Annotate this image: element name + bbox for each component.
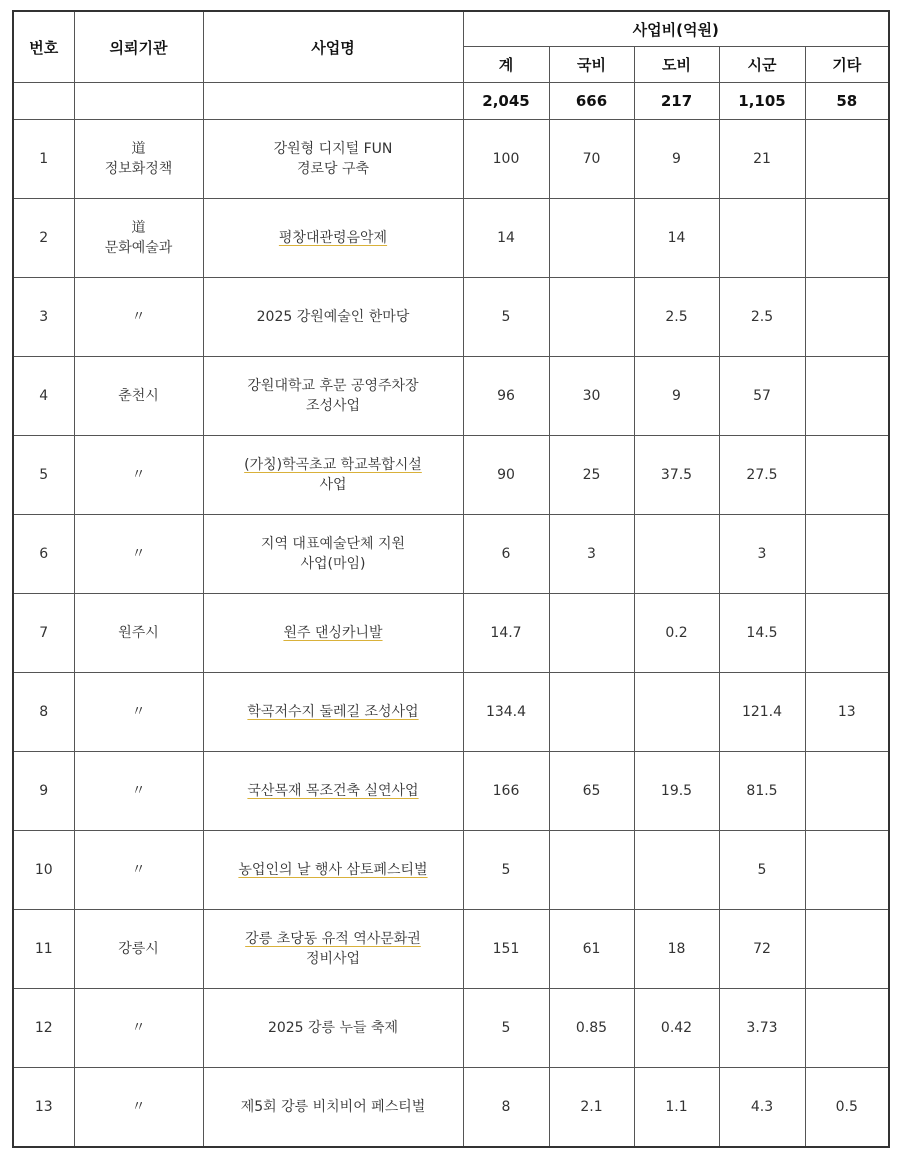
row-total-value: 8 <box>501 1099 511 1115</box>
row-total-value: 14.7 <box>490 625 522 641</box>
row-agency <box>74 357 203 436</box>
row-province-value: 18 <box>667 941 686 957</box>
row-total <box>463 278 549 357</box>
row-city-value: 81.5 <box>746 783 778 799</box>
totals-province: 217 <box>634 83 719 120</box>
row-city <box>719 278 805 357</box>
row-no-text: 12 <box>34 1020 53 1036</box>
row-agency-line1: 〃 <box>131 704 146 720</box>
row-city-value: 57 <box>753 388 771 404</box>
row-no-text: 2 <box>39 230 49 246</box>
row-national <box>549 989 634 1068</box>
row-project-line1: 농업인의 날 행사 삼토페스티벌 <box>238 862 428 878</box>
row-no-text: 13 <box>34 1099 53 1115</box>
row-city <box>719 120 805 199</box>
budget-table <box>12 10 890 1148</box>
row-city-value: 3 <box>757 546 767 562</box>
table-row <box>13 1068 889 1148</box>
row-other <box>805 910 889 989</box>
row-city-value: 2.5 <box>750 309 774 325</box>
row-project-line1: 강원형 디지털 FUN <box>273 141 393 157</box>
row-total <box>463 199 549 278</box>
row-other <box>805 1068 889 1148</box>
table-row <box>13 831 889 910</box>
table-row <box>13 357 889 436</box>
row-project-line2: 정비사업 <box>305 951 361 967</box>
row-agency-line1: 〃 <box>131 783 146 799</box>
row-city-value: 72 <box>753 941 771 957</box>
row-total <box>463 989 549 1068</box>
row-total-value: 134.4 <box>485 704 527 720</box>
header-national: 국비 <box>549 47 634 83</box>
row-no-text: 10 <box>34 862 53 878</box>
row-total-value: 96 <box>497 388 515 404</box>
row-national <box>549 515 634 594</box>
row-national-value: 25 <box>582 467 601 483</box>
row-national-value: 3 <box>587 546 596 562</box>
row-national <box>549 199 634 278</box>
row-project <box>203 515 463 594</box>
row-province <box>634 120 719 199</box>
row-national <box>549 910 634 989</box>
row-other <box>805 278 889 357</box>
row-province-value: 0.42 <box>660 1020 693 1036</box>
row-agency-line1: 〃 <box>131 1099 146 1115</box>
row-total <box>463 752 549 831</box>
row-national-value: 70 <box>582 151 601 167</box>
row-city <box>719 752 805 831</box>
header-agency: 의뢰기관 <box>74 11 203 83</box>
table-row <box>13 752 889 831</box>
row-national <box>549 278 634 357</box>
header-province: 도비 <box>634 47 719 83</box>
row-no <box>13 120 74 199</box>
table-row <box>13 199 889 278</box>
row-total <box>463 1068 549 1148</box>
row-national <box>549 1068 634 1148</box>
row-project-line1: 지역 대표예술단체 지원 <box>260 536 406 552</box>
row-national-value: 61 <box>582 941 601 957</box>
header-city: 시군 <box>719 47 805 83</box>
row-no <box>13 199 74 278</box>
totals-row <box>13 83 889 120</box>
row-other-value: 0.5 <box>835 1099 858 1115</box>
row-project <box>203 357 463 436</box>
row-city-value: 3.73 <box>746 1020 778 1036</box>
table-row <box>13 594 889 673</box>
row-total <box>463 594 549 673</box>
row-project <box>203 199 463 278</box>
row-no <box>13 673 74 752</box>
row-no <box>13 436 74 515</box>
row-city-value: 14.5 <box>746 625 778 641</box>
row-province <box>634 594 719 673</box>
row-other <box>805 120 889 199</box>
table-row <box>13 436 889 515</box>
row-city-value: 4.3 <box>750 1099 774 1115</box>
totals-agency <box>74 83 203 120</box>
header-project: 사업명 <box>203 11 463 83</box>
row-agency-line1: 원주시 <box>118 625 159 641</box>
row-province <box>634 910 719 989</box>
row-project-line1: (가칭)학곡초교 학교복합시설 <box>244 457 422 473</box>
row-city <box>719 357 805 436</box>
row-province-value: 19.5 <box>660 783 693 799</box>
row-project-line1: 국산목재 목조건축 실연사업 <box>247 783 419 799</box>
row-agency-line1: 〃 <box>131 546 146 562</box>
row-agency-line1: 〃 <box>131 467 146 483</box>
totals-city: 1,105 <box>719 83 805 120</box>
row-city <box>719 1068 805 1148</box>
row-province <box>634 515 719 594</box>
row-project-line2: 사업(마임) <box>300 556 366 572</box>
row-agency-line2: 정보화정책 <box>104 161 173 177</box>
row-other <box>805 831 889 910</box>
row-agency <box>74 752 203 831</box>
row-project-line1: 제5회 강릉 비치비어 페스티벌 <box>240 1099 426 1115</box>
row-project-line1: 강릉 초당동 유적 역사문화권 <box>245 931 421 947</box>
row-project <box>203 120 463 199</box>
row-province <box>634 357 719 436</box>
row-agency <box>74 515 203 594</box>
row-province <box>634 752 719 831</box>
row-total-value: 14 <box>497 230 515 246</box>
row-no <box>13 515 74 594</box>
totals-national: 666 <box>549 83 634 120</box>
row-national <box>549 436 634 515</box>
row-province-value: 9 <box>672 388 681 404</box>
table-row <box>13 673 889 752</box>
row-province-value: 2.5 <box>665 309 688 325</box>
row-other <box>805 594 889 673</box>
row-project-line2: 조성사업 <box>305 398 361 414</box>
row-city <box>719 673 805 752</box>
row-city-value: 121.4 <box>741 704 783 720</box>
totals-total: 2,045 <box>463 83 549 120</box>
row-total <box>463 673 549 752</box>
row-project-line1: 원주 댄싱카니발 <box>283 625 383 641</box>
row-city <box>719 515 805 594</box>
row-national-value: 65 <box>582 783 601 799</box>
row-project-line1: 평창대관령음악제 <box>278 230 388 246</box>
row-total-value: 5 <box>501 309 511 325</box>
row-no <box>13 989 74 1068</box>
row-project-line1: 학곡저수지 둘레길 조성사업 <box>247 704 419 720</box>
row-other <box>805 515 889 594</box>
row-city <box>719 199 805 278</box>
totals-project <box>203 83 463 120</box>
row-agency-line1: 〃 <box>131 1020 146 1036</box>
row-national <box>549 594 634 673</box>
totals-no <box>13 83 74 120</box>
row-total <box>463 436 549 515</box>
row-total <box>463 357 549 436</box>
row-province <box>634 989 719 1068</box>
row-national <box>549 673 634 752</box>
row-agency <box>74 199 203 278</box>
row-other-value: 13 <box>837 704 856 720</box>
row-other <box>805 673 889 752</box>
row-agency-line1: 道 <box>131 220 146 236</box>
header-budget-group: 사업비(억원) <box>463 11 889 47</box>
row-project-line2: 경로당 구축 <box>296 161 370 177</box>
row-province <box>634 831 719 910</box>
row-no <box>13 594 74 673</box>
row-agency <box>74 594 203 673</box>
row-no-text: 4 <box>39 388 49 404</box>
row-no-text: 1 <box>39 151 49 167</box>
row-agency <box>74 989 203 1068</box>
table-row <box>13 989 889 1068</box>
row-city <box>719 989 805 1068</box>
totals-other: 58 <box>805 83 889 120</box>
row-no-text: 6 <box>39 546 49 562</box>
row-province <box>634 199 719 278</box>
row-project <box>203 989 463 1068</box>
row-agency <box>74 831 203 910</box>
row-project <box>203 278 463 357</box>
row-no <box>13 357 74 436</box>
row-city-value: 5 <box>757 862 767 878</box>
row-agency-line2: 문화예술과 <box>104 240 173 256</box>
row-no-text: 3 <box>39 309 49 325</box>
table-row <box>13 515 889 594</box>
row-national-value: 2.1 <box>580 1099 603 1115</box>
row-city <box>719 594 805 673</box>
row-total-value: 151 <box>492 941 520 957</box>
row-no <box>13 278 74 357</box>
row-city <box>719 910 805 989</box>
row-total-value: 90 <box>497 467 515 483</box>
row-national-value: 0.85 <box>575 1020 608 1036</box>
row-national <box>549 752 634 831</box>
row-agency-line1: 〃 <box>131 862 146 878</box>
row-other <box>805 357 889 436</box>
row-no-text: 11 <box>34 941 53 957</box>
row-province <box>634 1068 719 1148</box>
row-national <box>549 120 634 199</box>
row-project-line1: 2025 강원예술인 한마당 <box>256 309 410 325</box>
row-no <box>13 831 74 910</box>
row-no-text: 7 <box>39 625 49 641</box>
row-province-value: 9 <box>672 151 681 167</box>
row-city <box>719 436 805 515</box>
row-agency-line1: 〃 <box>131 309 146 325</box>
header-total: 계 <box>463 47 549 83</box>
row-total-value: 5 <box>501 862 511 878</box>
row-other <box>805 436 889 515</box>
row-project <box>203 1068 463 1148</box>
row-city <box>719 831 805 910</box>
row-national-value: 30 <box>582 388 601 404</box>
row-province-value: 37.5 <box>660 467 693 483</box>
row-project <box>203 752 463 831</box>
table-row <box>13 120 889 199</box>
row-project <box>203 831 463 910</box>
row-province <box>634 436 719 515</box>
row-other <box>805 752 889 831</box>
row-province-value: 14 <box>667 230 686 246</box>
row-agency-line1: 道 <box>131 141 146 157</box>
row-agency-line1: 강릉시 <box>118 941 159 957</box>
header-no: 번호 <box>13 11 74 83</box>
row-total-value: 6 <box>501 546 511 562</box>
row-total-value: 5 <box>501 1020 511 1036</box>
row-total-value: 100 <box>492 151 520 167</box>
row-agency <box>74 673 203 752</box>
row-project <box>203 910 463 989</box>
row-city-value: 27.5 <box>746 467 778 483</box>
row-no <box>13 1068 74 1148</box>
table-row <box>13 278 889 357</box>
row-total <box>463 515 549 594</box>
row-province-value: 1.1 <box>665 1099 688 1115</box>
row-province <box>634 673 719 752</box>
row-province-value: 0.2 <box>665 625 688 641</box>
row-national <box>549 357 634 436</box>
row-project <box>203 673 463 752</box>
row-no-text: 5 <box>39 467 49 483</box>
row-no-text: 8 <box>39 704 49 720</box>
row-total <box>463 120 549 199</box>
row-no <box>13 910 74 989</box>
row-province <box>634 278 719 357</box>
table-row <box>13 910 889 989</box>
row-no <box>13 752 74 831</box>
row-total <box>463 910 549 989</box>
row-total-value: 166 <box>492 783 520 799</box>
header-other: 기타 <box>805 47 889 83</box>
row-agency <box>74 436 203 515</box>
row-agency <box>74 120 203 199</box>
row-total <box>463 831 549 910</box>
row-project-line1: 2025 강릉 누들 축제 <box>267 1020 399 1036</box>
row-other <box>805 199 889 278</box>
row-project-line1: 강원대학교 후문 공영주차장 <box>247 378 419 394</box>
row-city-value: 21 <box>753 151 771 167</box>
row-project <box>203 436 463 515</box>
row-other <box>805 989 889 1068</box>
row-project <box>203 594 463 673</box>
row-agency <box>74 910 203 989</box>
row-agency <box>74 1068 203 1148</box>
row-project-line2: 사업 <box>319 477 347 493</box>
row-agency-line1: 춘천시 <box>118 388 159 404</box>
row-national <box>549 831 634 910</box>
row-agency <box>74 278 203 357</box>
row-no-text: 9 <box>39 783 49 799</box>
